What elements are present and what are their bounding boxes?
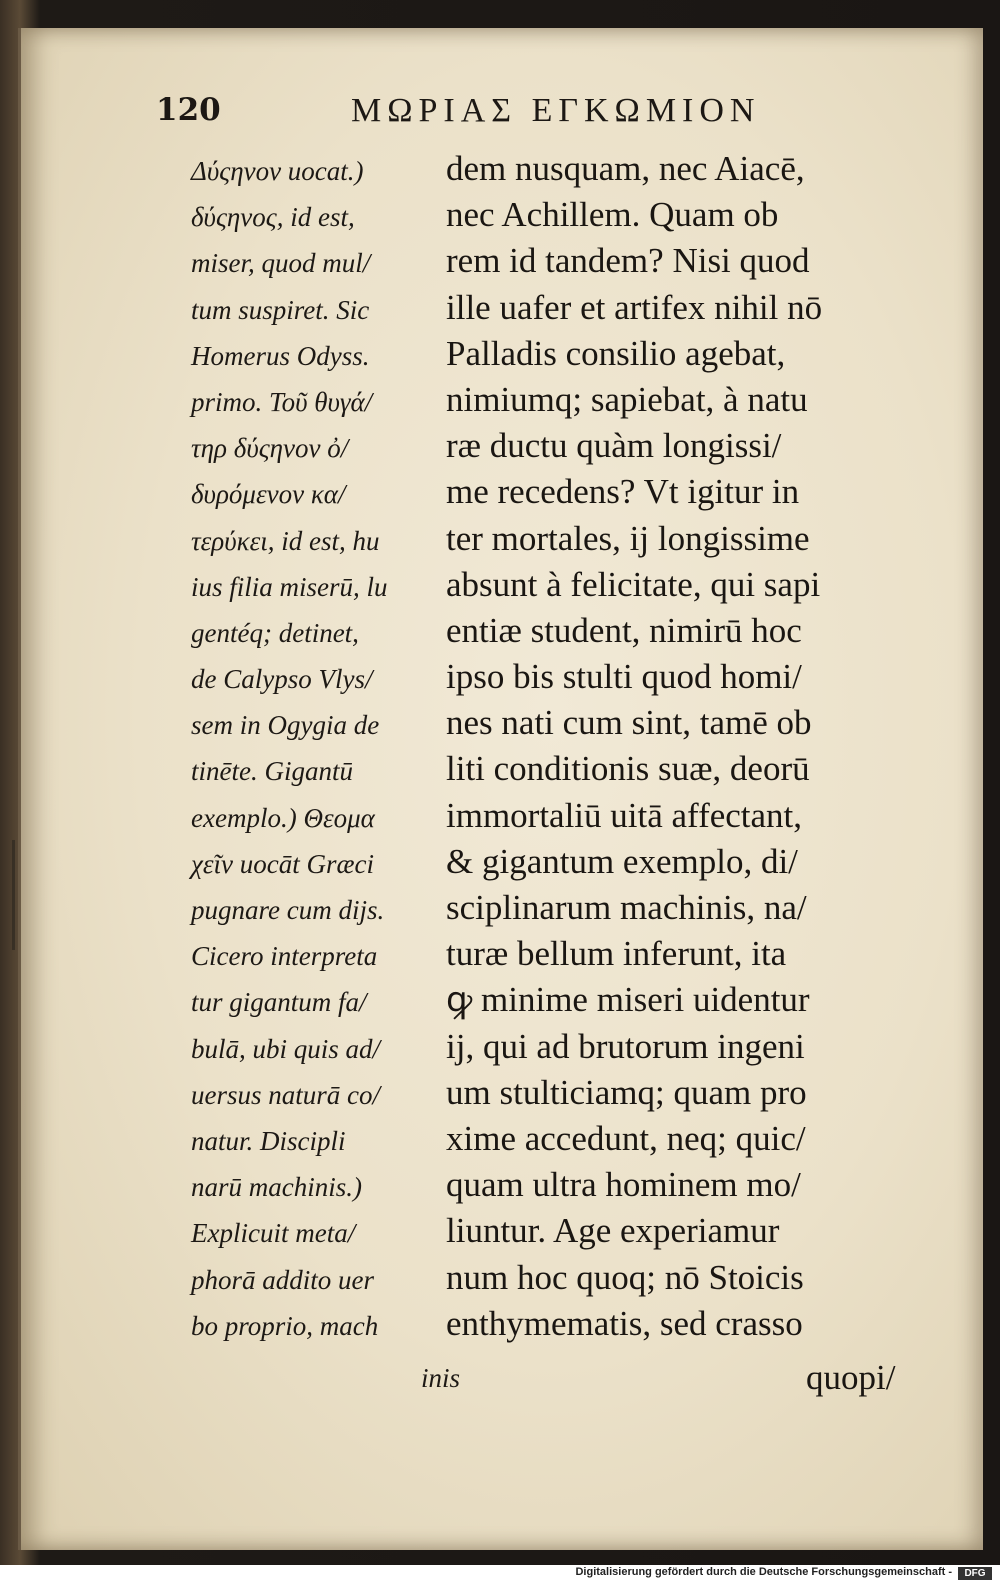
gloss-line: τηρ δύςηνον ὀ/ — [191, 433, 349, 464]
text-line: nes nati cum sint, tamē ob — [446, 703, 812, 743]
page-number: 120 — [156, 92, 221, 128]
text-line: liuntur. Age experiamur — [446, 1211, 780, 1251]
text-line: nec Achillem. Quam ob — [446, 195, 779, 235]
gloss-line: uersus naturā co/ — [191, 1079, 380, 1110]
text-line: um stulticiamq; quam pro — [446, 1072, 807, 1112]
gloss-line: χεῖν uocāt Græci — [191, 848, 374, 879]
main-text-column — [446, 146, 926, 1347]
gloss-line: natur. Discipli — [191, 1125, 346, 1156]
gloss-line: narū machinis.) — [191, 1172, 362, 1203]
text-line: ille uafer et artifex nihil nō — [446, 287, 823, 327]
gloss-line: δυρόμενον κα/ — [191, 479, 346, 510]
gloss-line: miser, quod mul/ — [191, 248, 371, 279]
text-line: absunt à felicitate, qui sapi — [446, 564, 821, 604]
book-page — [18, 28, 983, 1550]
gloss-line: sem in Ogygia de — [191, 710, 380, 741]
gloss-line: pugnare cum dijs. — [191, 895, 385, 925]
text-line: sciplinarum machinis, na/ — [446, 888, 807, 927]
text-line: xime accedunt, neq; quic/ — [446, 1118, 806, 1158]
gloss-line: δύςηνος, id est, — [191, 202, 355, 233]
text-line: nimiumq; sapiebat, à natu — [446, 379, 808, 419]
text-line: liti conditionis suæ, deorū — [446, 749, 810, 789]
marginal-gloss-column — [191, 148, 451, 1349]
gloss-line: de Calypso Vlys/ — [191, 664, 373, 695]
text-line: immortaliū uitā affectant, — [446, 795, 803, 835]
running-title: ΜΩΡΙΑΣ ΕΓΚΩΜΙΟΝ — [351, 92, 761, 129]
main-catchword: quopi/ — [806, 1358, 896, 1397]
text-line: Palladis consilio agebat, — [446, 333, 786, 373]
funding-credit: Digitalisierung gefördert durch die Deutsche Forschungsgemeinschaft - — [575, 1566, 952, 1578]
text-line: dem nusquam, nec Aiacē, — [446, 149, 805, 188]
gloss-line: τερύκει, id est, hu — [191, 525, 380, 556]
gloss-line: exemplo.) Θεομα — [191, 802, 375, 833]
gloss-catchword: inis — [421, 1363, 461, 1393]
gloss-line: tinēte. Gigantū — [191, 756, 353, 787]
text-line: ij, qui ad brutorum ingeni — [446, 1026, 805, 1066]
text-line: quam ultra hominem mo/ — [446, 1165, 801, 1205]
text-line: & gigantum exemplo, di/ — [446, 841, 798, 881]
text-line: ꝙ minime miseri uidentur — [446, 980, 810, 1020]
text-line: entiæ student, nimirū hoc — [446, 610, 802, 650]
text-line: ræ ductu quàm longissi/ — [446, 426, 782, 466]
text-line: me recedens? Vt igitur in — [446, 472, 800, 512]
gloss-line: primo. Τοῦ θυγά/ — [191, 386, 373, 417]
gloss-line: phorā addito uer — [191, 1264, 375, 1295]
text-line: ipso bis stulti quod homi/ — [446, 657, 802, 697]
gloss-line: Explicuit meta/ — [191, 1218, 356, 1249]
gloss-line: gentéq; detinet, — [191, 617, 359, 648]
dfg-logo-icon: DFG — [958, 1567, 992, 1580]
gloss-line: tum suspiret. Sic — [191, 294, 370, 325]
gloss-line: ius filia miserū, lu — [191, 571, 388, 602]
gloss-line: bulā, ubi quis ad/ — [191, 1033, 381, 1064]
running-head — [21, 92, 983, 142]
text-line: ter mortales, ij longissime — [446, 518, 810, 558]
text-line: num hoc quoq; nō Stoicis — [446, 1257, 804, 1297]
gloss-line: Homerus Odyss. — [191, 340, 370, 371]
text-line: enthymematis, sed crasso — [446, 1303, 803, 1343]
gloss-line: Cicero interpreta — [191, 941, 378, 972]
text-line: turæ bellum inferunt, ita — [446, 934, 787, 974]
gloss-line: tur gigantum fa/ — [191, 987, 367, 1018]
gloss-line: bo proprio, mach — [191, 1310, 379, 1341]
gloss-line: Δύςηνον uocat.) — [191, 156, 364, 186]
text-line: rem id tandem? Nisi quod — [446, 241, 810, 281]
